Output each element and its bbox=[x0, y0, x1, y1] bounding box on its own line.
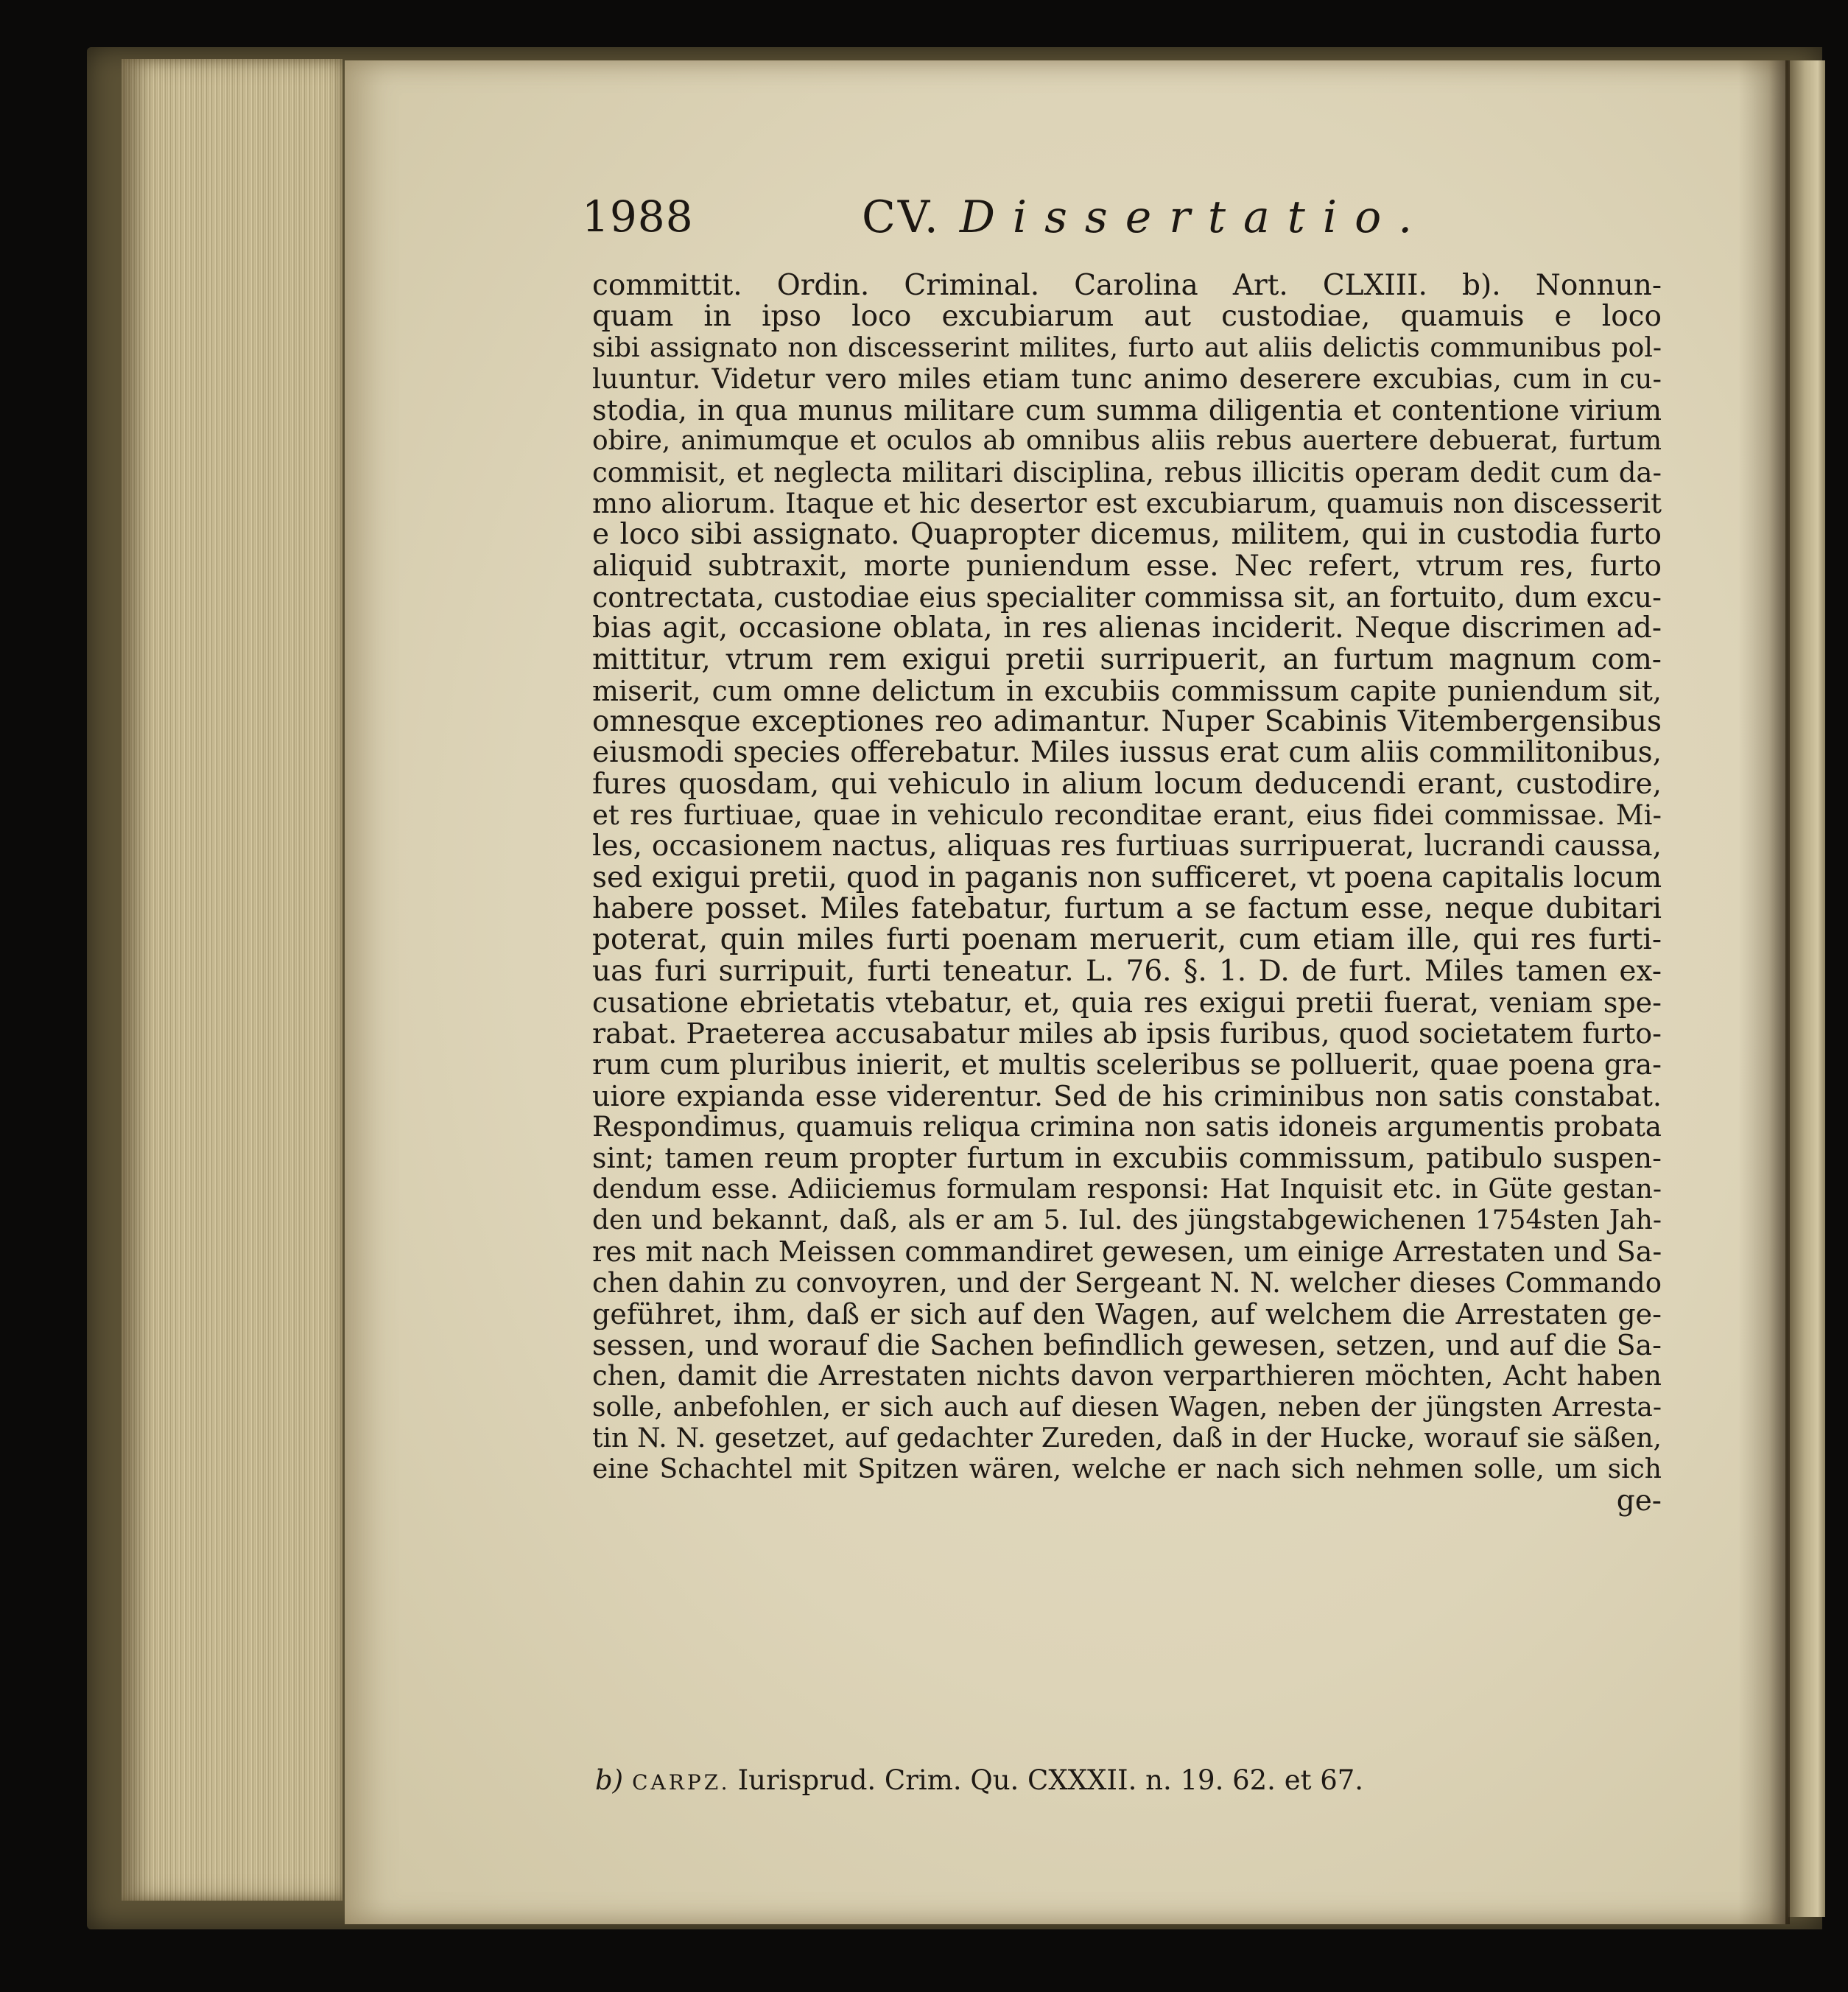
text-line: sessen, und worauf die Sachen befindlich gewesen, setzen, und auf die Sa- bbox=[592, 1330, 1662, 1361]
text-line: sibi assignato non discesserint milites, furto aut aliis delictis communibus pol- bbox=[592, 332, 1662, 363]
text-line: miserit, cum omne delictum in excubiis commissum capite puniendum sit, bbox=[592, 675, 1662, 707]
text-line: chen, damit die Arrestaten nichts davon verparthieren möchten, Acht haben bbox=[592, 1361, 1662, 1392]
text-line: uas furi surripuit, furti teneatur. L. 76. §. 1. D. de furt. Miles tamen ex- bbox=[592, 955, 1662, 987]
text-line: sint; tamen reum propter furtum in excubiis commissum, patibulo suspen- bbox=[592, 1143, 1662, 1174]
text-line: den und bekannt, daß, als er am 5. Iul. des jüngstabgewichenen 1754sten Jah- bbox=[592, 1204, 1662, 1235]
text-line: geführet, ihm, daß er sich auf den Wagen, auf welchem die Arrestaten ge- bbox=[592, 1298, 1662, 1330]
text-line: contrectata, custodiae eius specialiter commissa sit, an fortuito, dum excu- bbox=[592, 581, 1662, 614]
running-head bbox=[862, 192, 1430, 243]
text-line: les, occasionem nactus, aliquas res furtiuas surripuerat, lucrandi caussa, bbox=[592, 831, 1662, 863]
text-line: obire, animumque et oculos ab omnibus aliis rebus auertere debuerat, furtum bbox=[592, 426, 1662, 457]
footnote bbox=[595, 1764, 1363, 1796]
text-line: sed exigui pretii, quod in paganis non sufficeret, vt poena capitalis locum bbox=[592, 862, 1662, 894]
text-line: rum cum pluribus inierit, et multis sceleribus se polluerit, quae poena gra- bbox=[592, 1049, 1662, 1081]
page-edges bbox=[122, 59, 342, 1901]
text-line: eine Schachtel mit Spitzen wären, welche er nach sich nehmen solle, um sich bbox=[592, 1454, 1662, 1485]
text-line: uiore expianda esse viderentur. Sed de his criminibus non satis constabat. bbox=[592, 1080, 1662, 1112]
page-header bbox=[0, 192, 1848, 243]
text-line: ge- bbox=[1616, 1485, 1662, 1517]
footnote-mark: b) bbox=[595, 1764, 624, 1796]
text-line: luuntur. Videtur vero miles etiam tunc animo deserere excubias, cum in cu- bbox=[592, 363, 1662, 395]
facing-page-edge bbox=[1788, 60, 1825, 1917]
text-line: commisit, et neglecta militari disciplina, rebus illicitis operam dedit cum da- bbox=[592, 457, 1662, 488]
text-line: mno aliorum. Itaque et hic desertor est excubiarum, quamuis non discesserit bbox=[592, 488, 1662, 520]
text-line: solle, anbefohlen, er sich auch auf diesen Wagen, neben der jüngsten Arresta- bbox=[592, 1392, 1662, 1423]
text-line: stodia, in qua munus militare cum summa diligentia et contentione virium bbox=[592, 395, 1662, 427]
text-line: et res furtiuae, quae in vehiculo reconditae erant, eius fidei commissae. Mi- bbox=[592, 800, 1662, 832]
text-line: Respondimus, quamuis reliqua crimina non satis idoneis argumentis probata bbox=[592, 1112, 1662, 1143]
text-line: poterat, quin miles furti poenam meruerit, cum etiam ille, qui res furti- bbox=[592, 925, 1662, 956]
gutter-shadow bbox=[1738, 60, 1790, 1924]
footnote-author: CARPZ. bbox=[632, 1770, 731, 1795]
text-line: cusatione ebrietatis vtebatur, et, quia res exigui pretii fuerat, veniam spe- bbox=[592, 986, 1662, 1019]
footnote-text: Iurisprud. Crim. Qu. CXXXII. n. 19. 62. et 67. bbox=[737, 1764, 1364, 1796]
body-text bbox=[592, 270, 1662, 1517]
text-line: quam in ipso loco excubiarum aut custodiae, quamuis e loco bbox=[592, 301, 1662, 333]
text-line: tin N. N. gesetzet, auf gedachter Zureden, daß in der Hucke, worauf sie säßen, bbox=[592, 1423, 1662, 1453]
text-line: bias agit, occasione oblata, in res alienas inciderit. Neque discrimen ad- bbox=[592, 613, 1662, 645]
text-line: e loco sibi assignato. Quapropter dicemus, militem, qui in custodia furto bbox=[592, 519, 1662, 551]
text-line: chen dahin zu convoyren, und der Sergeant N. N. welcher dieses Commando bbox=[592, 1267, 1662, 1299]
text-line: res mit nach Meissen commandiret gewesen, um einige Arrestaten und Sa- bbox=[592, 1236, 1662, 1268]
text-line: mittitur, vtrum rem exigui pretii surripuerit, an furtum magnum com- bbox=[592, 644, 1662, 676]
page-number: 1988 bbox=[582, 192, 694, 242]
text-line: omnesque exceptiones reo adimantur. Nuper Scabinis Vitembergensibus bbox=[592, 706, 1662, 738]
text-line: rabat. Praeterea accusabatur miles ab ipsis furibus, quod societatem furto- bbox=[592, 1018, 1662, 1050]
text-line: fures quosdam, qui vehiculo in alium locum deducendi erant, custodire, bbox=[592, 768, 1662, 801]
text-line: committit. Ordin. Criminal. Carolina Art. CLXIII. b). Nonnun- bbox=[592, 270, 1662, 302]
text-line: habere posset. Miles fatebatur, furtum a se factum esse, neque dubitari bbox=[592, 893, 1662, 925]
text-line: dendum esse. Adiiciemus formulam responsi: Hat Inquisit etc. in Güte gestan- bbox=[592, 1174, 1662, 1204]
text-line: aliquid subtraxit, morte puniendum esse. Nec refert, vtrum res, furto bbox=[592, 550, 1662, 582]
running-head-roman: CV. bbox=[862, 192, 941, 243]
running-head-word: Dissertatio. bbox=[959, 192, 1430, 243]
text-line: eiusmodi species offerebatur. Miles iussus erat cum aliis commilitonibus, bbox=[592, 737, 1662, 769]
